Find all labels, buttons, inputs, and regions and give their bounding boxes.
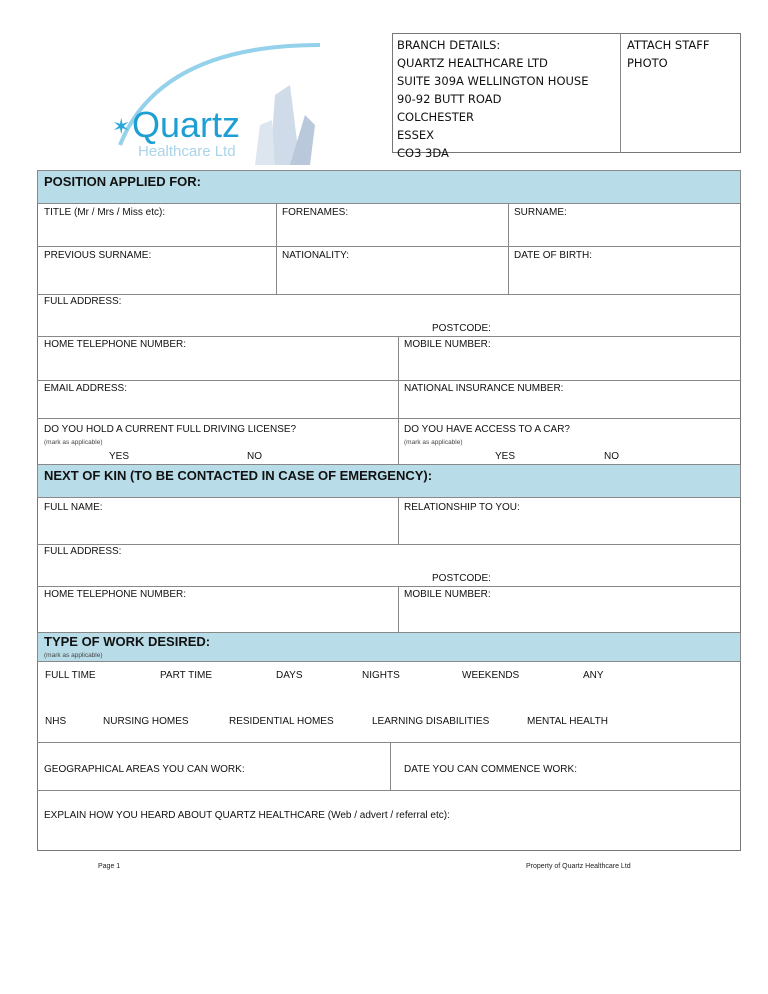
previous-surname-field[interactable]: PREVIOUS SURNAME: (44, 250, 152, 261)
title-field[interactable]: TITLE (Mr / Mrs / Miss etc): (44, 207, 166, 218)
kin-relationship-field[interactable]: RELATIONSHIP TO YOU: (404, 502, 520, 513)
kin-full-name-field[interactable]: FULL NAME: (44, 502, 103, 513)
national-insurance-field[interactable]: NATIONAL INSURANCE NUMBER: (404, 383, 564, 394)
company-logo (100, 25, 330, 165)
heard-about-field[interactable]: EXPLAIN HOW YOU HEARD ABOUT QUARTZ HEALTHCARE (Web / advert / referral etc): (44, 810, 450, 821)
email-field[interactable]: EMAIL ADDRESS: (44, 383, 127, 394)
page-number: Page 1 (98, 863, 121, 870)
branch-line: 90-92 BUTT ROAD (397, 92, 502, 106)
attach-photo-area[interactable] (627, 36, 709, 72)
driving-license-question: DO YOU HOLD A CURRENT FULL DRIVING LICENSE? (44, 424, 297, 435)
setting-option-mental-health[interactable]: MENTAL HEALTH (527, 716, 608, 727)
setting-option-learning-disabilities[interactable]: LEARNING DISABILITIES (372, 716, 490, 727)
branch-line: CO3 3DA (397, 146, 449, 160)
nationality-field[interactable]: NATIONALITY: (282, 250, 350, 261)
car-no-option[interactable]: NO (604, 451, 619, 462)
forenames-field[interactable]: FORENAMES: (282, 207, 349, 218)
home-telephone-field[interactable]: HOME TELEPHONE NUMBER: (44, 339, 187, 350)
setting-option-nursing-homes[interactable]: NURSING HOMES (103, 716, 189, 727)
branch-line: COLCHESTER (397, 110, 475, 124)
work-type-heading: TYPE OF WORK DESIRED: (44, 634, 211, 649)
kin-home-telephone-field[interactable]: HOME TELEPHONE NUMBER: (44, 589, 187, 600)
kin-mobile-field[interactable]: MOBILE NUMBER: (404, 589, 491, 600)
work-option-nights[interactable]: NIGHTS (362, 670, 400, 681)
position-heading: POSITION APPLIED FOR: (44, 174, 201, 189)
date-of-birth-field[interactable]: DATE OF BIRTH: (514, 250, 592, 261)
work-option-full-time[interactable]: FULL TIME (45, 670, 96, 681)
postcode-field[interactable]: POSTCODE: (432, 323, 491, 334)
car-access-question: DO YOU HAVE ACCESS TO A CAR? (404, 424, 570, 435)
branch-line: SUITE 309A WELLINGTON HOUSE (397, 74, 589, 88)
car-yes-option[interactable]: YES (495, 451, 516, 462)
mark-note: (mark as applicable) (44, 652, 103, 659)
branch-line: ESSEX (397, 128, 435, 142)
svg-text:✶: ✶ (112, 114, 131, 139)
work-option-part-time[interactable]: PART TIME (160, 670, 213, 681)
setting-option-nhs[interactable]: NHS (45, 716, 67, 727)
branch-line: QUARTZ HEALTHCARE LTD (397, 56, 548, 70)
geographical-areas-field[interactable]: GEOGRAPHICAL AREAS YOU CAN WORK: (44, 764, 245, 775)
setting-option-residential-homes[interactable]: RESIDENTIAL HOMES (229, 716, 334, 727)
mark-note: (mark as applicable) (44, 439, 103, 446)
branch-line: BRANCH DETAILS: (397, 38, 501, 52)
surname-field[interactable]: SURNAME: (514, 207, 567, 218)
work-option-weekends[interactable]: WEEKENDS (462, 670, 520, 681)
full-address-field[interactable]: FULL ADDRESS: (44, 296, 122, 307)
photo-label: ATTACH STAFF (627, 38, 710, 52)
commence-date-field[interactable]: DATE YOU CAN COMMENCE WORK: (404, 764, 577, 775)
property-notice: Property of Quartz Healthcare Ltd (526, 863, 631, 870)
mark-note: (mark as applicable) (404, 439, 463, 446)
work-option-days[interactable]: DAYS (276, 670, 303, 681)
next-of-kin-heading: NEXT OF KIN (TO BE CONTACTED IN CASE OF EMERGENCY): (44, 468, 433, 483)
branch-details (397, 36, 589, 162)
work-option-any[interactable]: ANY (583, 670, 604, 681)
mobile-number-field[interactable]: MOBILE NUMBER: (404, 339, 491, 350)
photo-label: PHOTO (627, 56, 668, 70)
logo-subtitle: Healthcare Ltd (138, 143, 236, 160)
form-frame (37, 170, 741, 851)
driving-yes-option[interactable]: YES (109, 451, 130, 462)
driving-no-option[interactable]: NO (247, 451, 262, 462)
kin-address-field[interactable]: FULL ADDRESS: (44, 546, 122, 557)
logo-name: Quartz (132, 104, 241, 145)
kin-postcode-field[interactable]: POSTCODE: (432, 573, 491, 584)
